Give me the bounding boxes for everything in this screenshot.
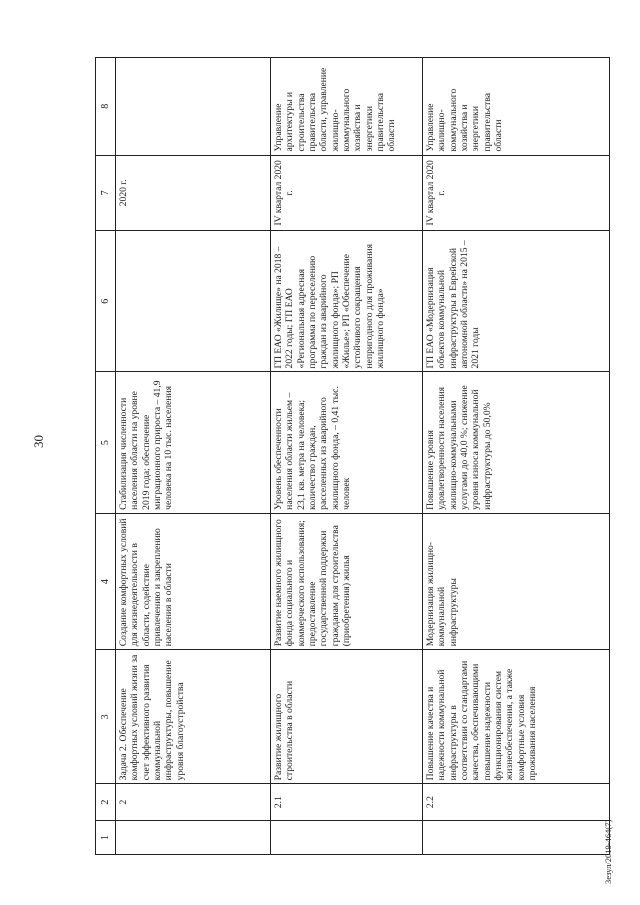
table-row [423,58,610,855]
cell-col-5: Уровень обеспеченности населения области жильем – 23,1 кв. метра на человека; количество граждан, расселенных из аварийного жилищного фонда, – 0,41 тыс. человек [271,372,423,513]
header-col-4: 4 [96,513,116,649]
document-reference: 3езул/2019-464(7) [603,819,613,884]
cell-col-3: Повышение качества и надежности коммунальной инфраструктуры в соответствии со стандартами качества, обеспечивающими повышение надежности функционирования систем жизнеобеспечения, а также комфортные условия проживания населения [423,650,610,784]
table-row [271,58,423,855]
header-col-2: 2 [96,784,116,821]
cell-col-1 [116,820,271,854]
header-col-1: 1 [96,820,116,854]
cell-col-4: Создание комфортных условий для жизнедеятельности в области, содействие привлечению и закреплению населения в области [116,513,271,649]
header-col-7: 7 [96,155,116,231]
table-header-row [96,58,116,855]
cell-col-6 [116,231,271,372]
cell-col-6: ГП ЕАО «Модернизация объектов коммунальной инфраструктуры в Еврейской автономной области» на 2015 – 2021 годы [423,231,610,372]
rotated-table-container [95,57,609,855]
header-col-5: 5 [96,372,116,513]
table-row [116,58,271,855]
cell-col-5: Повышение уровня удовлетворенности населения жилищно-коммунальными услугами до 40,0 %; снижение уровня износа коммунальной инфраструктуры до 50,0% [423,372,610,513]
cell-col-6: ГП ЕАО «Жилище» на 2018 – 2022 годы; ГП ЕАО «Региональная адресная программа по переселению граждан из аварийного жилищного фонда»; РП «Жилье»; РП «Обеспечение устойчивого сокращения непригодного для проживания жилищного фонда» [271,231,423,372]
cell-col-7: 2020 г. [116,155,271,231]
cell-col-2: 2.2 [423,784,610,821]
cell-col-7: IV квартал 2020 г. [271,155,423,231]
cell-col-1 [271,820,423,854]
page-number: 30 [31,435,46,448]
cell-col-3: Задача 2. Обеспечение комфортных условий жизни за счет эффективного развития коммунальной инфраструктуры, повышение уровня благоустройства [116,650,271,784]
header-col-8: 8 [96,58,116,156]
cell-col-5: Стабилизация численности населения области на уровне 2019 года; обеспечение миграционного прироста – 41,9 человека на 10 тыс. населения [116,372,271,513]
header-col-3: 3 [96,650,116,784]
cell-col-1 [423,820,610,854]
cell-col-8: Управление жилищно-коммунального хозяйства и энергетики правительства области [423,58,610,156]
cell-col-8 [116,58,271,156]
cell-col-2: 2 [116,784,271,821]
cell-col-8: Управление архитектуры и строительства правительства области, управление жилищно-коммунального хозяйства и энергетики правительства области [271,58,423,156]
cell-col-3: Развитие жилищного строительства в области [271,650,423,784]
cell-col-2: 2.1 [271,784,423,821]
cell-col-4: Развитие наемного жилищного фонда социального и коммерческого использования; предоставление государственной поддержки гражданам для строительства (приобретения) жилья [271,513,423,649]
cell-col-7: IV квартал 2020 г. [423,155,610,231]
plan-table [95,57,610,855]
header-col-6: 6 [96,231,116,372]
cell-col-4: Модернизация жилищно-коммунальной инфраструктуры [423,513,610,649]
